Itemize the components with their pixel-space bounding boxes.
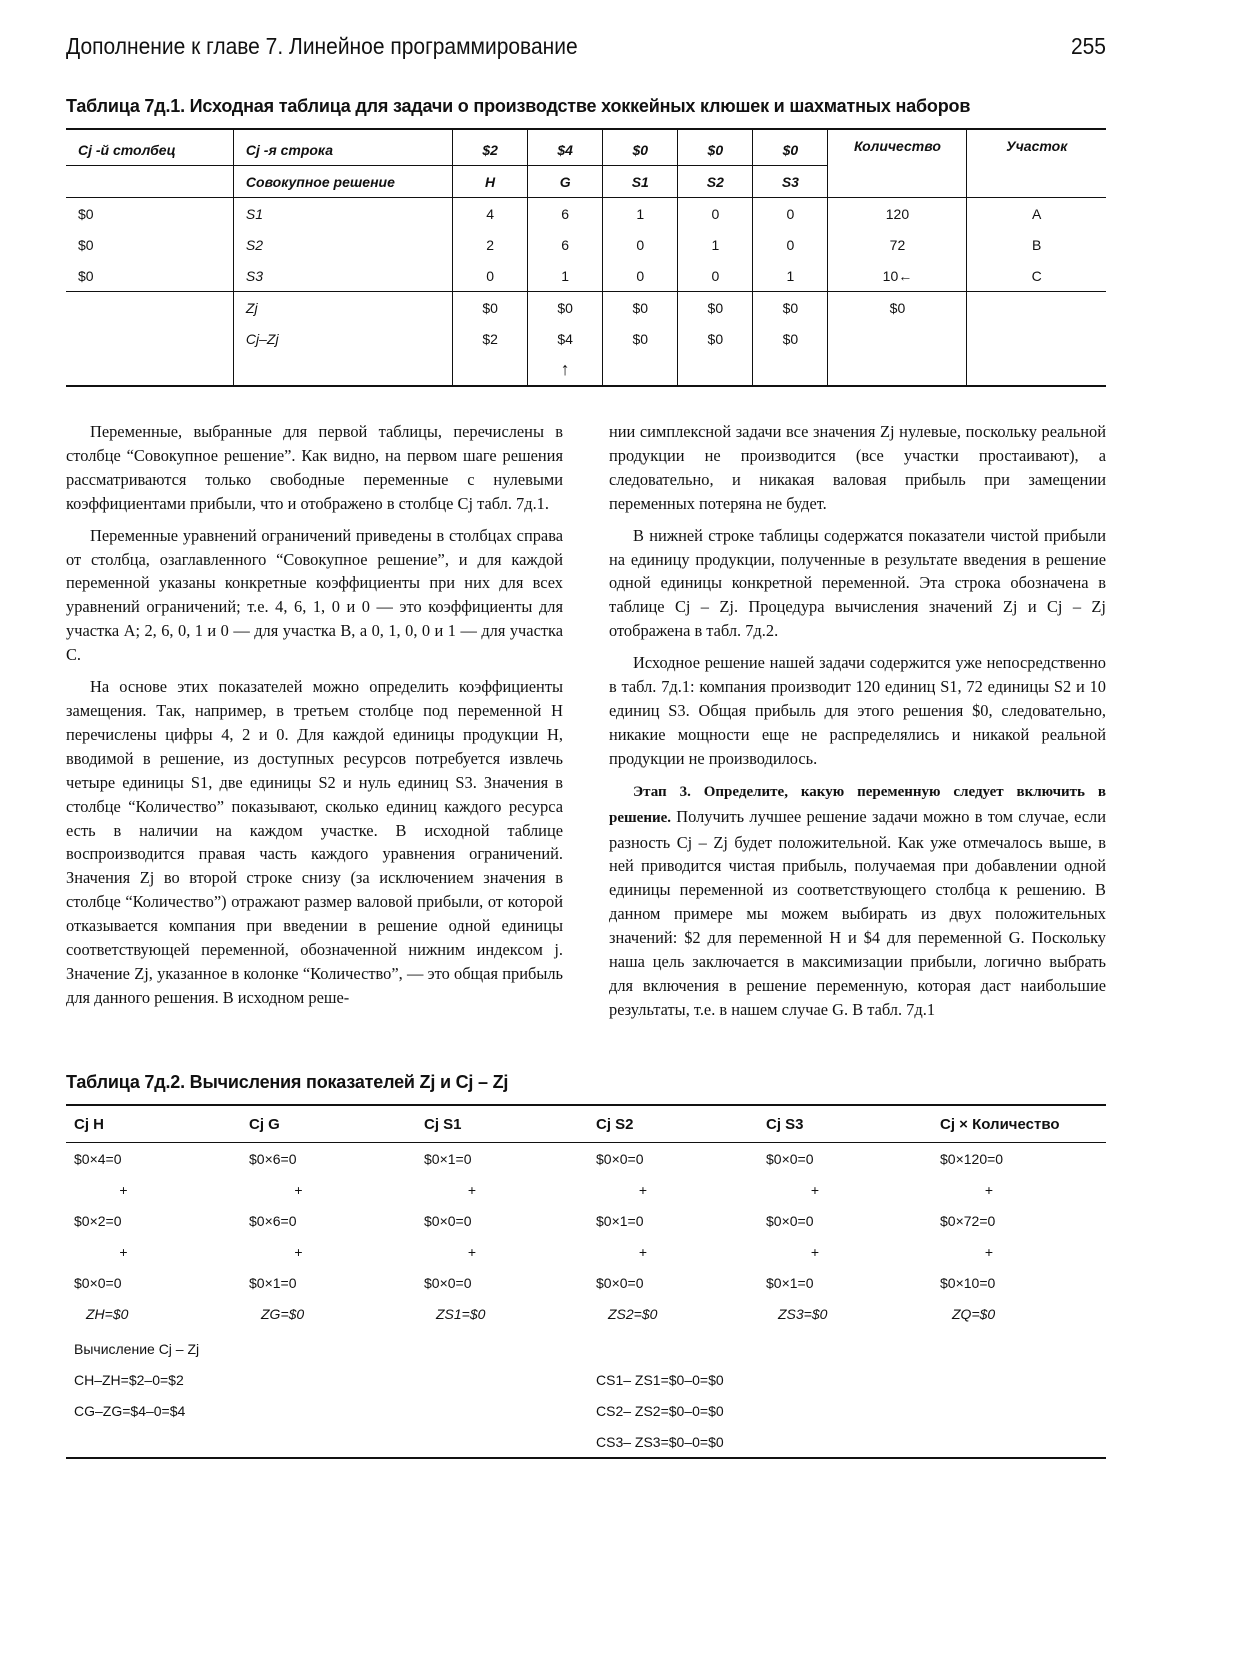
quantity-header: Количество bbox=[828, 129, 967, 198]
table-row bbox=[66, 1267, 1106, 1298]
col-header: Cj S2 bbox=[588, 1105, 758, 1143]
blank-cell bbox=[66, 1426, 588, 1458]
body-column-left bbox=[66, 420, 563, 1018]
plus-sign: + bbox=[119, 1243, 128, 1260]
cell: $0×10=0 bbox=[940, 1274, 996, 1291]
cj-zj-label: Cj–Zj bbox=[233, 323, 452, 354]
row-cj: $0 bbox=[66, 260, 233, 292]
cell: $0×0=0 bbox=[74, 1274, 122, 1291]
running-header bbox=[66, 35, 1106, 72]
table2-caption: Таблица 7д.2. Вычисления показателей Zj и Cj – Zj bbox=[66, 1072, 509, 1092]
total: ZH=$0 bbox=[86, 1305, 129, 1322]
cell: $0×1=0 bbox=[596, 1212, 644, 1229]
plus-sign: + bbox=[638, 1243, 648, 1260]
cj-zj-cell: $2 bbox=[453, 323, 528, 354]
calculation-label: Вычисление Cj – Zj bbox=[74, 1340, 200, 1357]
cell: $0×0=0 bbox=[596, 1274, 644, 1291]
plus-sign: + bbox=[467, 1181, 477, 1198]
var-s3: S3 bbox=[753, 166, 828, 198]
cell: 1 bbox=[528, 260, 603, 292]
cell: 1 bbox=[603, 198, 678, 230]
table-row bbox=[66, 229, 1106, 260]
step-text: Получить лучшее решение задачи можно в том случае, если разность Cj – Zj будет положительной. Как уже отмечалось выше, в ней приводится чистая прибыль, получаемая при добавлении одной единицы переменной из соответствующего столбца к решению. В данном примере мы можем выбирать из двух положительных значений: $2 для переменной H и $4 для переменной G. Поскольку наша цель заключается в максимизации прибыли, логично выбрать для включения в решение переменную, которая даст наибольшие результаты, т.е. в нашем случае G. В табл. 7д.1 bbox=[609, 806, 1106, 1019]
section-header: Участок bbox=[967, 129, 1106, 198]
col-header: Cj S3 bbox=[758, 1105, 932, 1143]
table-row bbox=[66, 260, 1106, 292]
zj-row bbox=[66, 292, 1106, 324]
pivot-column-arrow-icon: ↑ bbox=[528, 354, 603, 386]
total: ZQ=$0 bbox=[952, 1305, 996, 1322]
cell: 0 bbox=[603, 260, 678, 292]
step-heading: Этап 3. Определите, какую переменную следует включить в решение. bbox=[609, 783, 1106, 826]
cell: $0×1=0 bbox=[766, 1274, 814, 1291]
cj-zj-cell: $0 bbox=[678, 323, 753, 354]
zj-cell: $0 bbox=[678, 292, 753, 324]
plus-sign: + bbox=[984, 1181, 994, 1198]
row-section: A bbox=[1032, 205, 1042, 222]
cj-zj-cell: $4 bbox=[528, 323, 603, 354]
plus-sign: + bbox=[638, 1181, 648, 1198]
paragraph: Переменные, выбранные для первой таблицы, перечислены в столбце “Совокупное решение”. Как видно, на первом шаге решения рассматриваются только свободные переменные с нулевыми коэффициентами прибыли, что и отображено в столбце Cj табл. 7д.1. bbox=[66, 422, 563, 513]
blank-cell bbox=[66, 323, 233, 354]
blank-cell bbox=[603, 354, 678, 386]
cell: $0×6=0 bbox=[249, 1212, 297, 1229]
cell: 0 bbox=[753, 229, 828, 260]
blank-cell bbox=[828, 354, 967, 386]
calc-right: CS2– ZS2=$0–0=$0 bbox=[596, 1402, 724, 1419]
plus-sign: + bbox=[294, 1181, 303, 1198]
solution-header: Совокупное решение bbox=[233, 166, 452, 198]
blank-cell bbox=[678, 354, 753, 386]
body-column-right bbox=[609, 420, 1106, 1030]
price-s3: $0 bbox=[753, 129, 828, 166]
cell: 0 bbox=[753, 198, 828, 230]
blank-cell bbox=[967, 323, 1106, 354]
blank-cell bbox=[753, 354, 828, 386]
blank-cell bbox=[828, 323, 967, 354]
paragraph: На основе этих показателей можно определить коэффициенты замещения. Так, например, в третьем столбце под переменной H перечислены цифры 4, 2 и 0. Для каждой единицы продукции H, вводимой в решение, из доступных ресурсов потребуется извлечь четыре единицы S1, две единицы S2 и нуль единиц S3. Значения в столбце “Количество” показывают, сколько единиц каждого ресурса есть в наличии на каждом участке. В исходной таблице воспроизводится правая часть каждого уравнения ограничений. Значения Zj во второй строке снизу (за исключением значения в столбце “Количество”) отражают размер валовой прибыли, от которой отказывается компания при введении в решение одной единицы соответствующей переменной, обозначенной нижним индексом j. Значение Zj, указанное в колонке “Количество”, — это общая прибыль для данного решения. В исходном реше- bbox=[66, 677, 563, 1007]
row-quantity: 72 bbox=[828, 229, 967, 260]
calc-left: CG–ZG=$4–0=$4 bbox=[74, 1402, 186, 1419]
plus-sign: + bbox=[119, 1181, 128, 1198]
paragraph: Исходное решение нашей задачи содержится уже непосредственно в табл. 7д.1: компания производит 120 единиц S1, 72 единицы S2 и 10 единиц S3. Общая прибыль для этого решения $0, следовательно, никакие мощности еще не распределялись и никакой реальной продукции не производилось. bbox=[609, 653, 1106, 768]
zj-quantity: $0 bbox=[828, 292, 967, 324]
page-number: 255 bbox=[1070, 34, 1106, 60]
table-row bbox=[66, 1364, 1106, 1395]
cell: 0 bbox=[453, 260, 528, 292]
blank-cell bbox=[967, 354, 1106, 386]
paragraph bbox=[609, 779, 1106, 1022]
row-cj: $0 bbox=[66, 198, 233, 230]
var-s1: S1 bbox=[603, 166, 678, 198]
chapter-title: Дополнение к главе 7. Линейное программирование bbox=[66, 34, 578, 60]
cell: 1 bbox=[753, 260, 828, 292]
cell: $0×72=0 bbox=[940, 1212, 996, 1229]
paragraph: нии симплексной задачи все значения Zj нулевые, поскольку реальной продукции не производится (все участки простаивают), а следовательно, и никакая валовая прибыль при замещении переменных потеряна не будет. bbox=[609, 422, 1106, 513]
cj-row-header: Cj -я строка bbox=[233, 129, 452, 166]
col-header: Cj G bbox=[241, 1105, 416, 1143]
col-header: Cj H bbox=[66, 1105, 241, 1143]
table1-caption: Таблица 7д.1. Исходная таблица для задачи о производстве хоккейных клюшек и шахматных наборов bbox=[66, 96, 971, 116]
total: ZG=$0 bbox=[261, 1305, 305, 1322]
calc-right: CS3– ZS3=$0–0=$0 bbox=[596, 1433, 724, 1450]
cell: 0 bbox=[603, 229, 678, 260]
cell: $0×1=0 bbox=[249, 1274, 297, 1291]
plus-sign: + bbox=[810, 1181, 820, 1198]
row-name: S3 bbox=[233, 260, 452, 292]
cj-zj-cell: $0 bbox=[753, 323, 828, 354]
table-row bbox=[66, 1205, 1106, 1236]
zj-label: Zj bbox=[233, 292, 452, 324]
row-section: C bbox=[967, 260, 1106, 292]
cj-zj-row bbox=[66, 323, 1106, 354]
table-row bbox=[66, 1395, 1106, 1426]
cell: $0×0=0 bbox=[596, 1150, 644, 1167]
blank-cell bbox=[66, 292, 233, 324]
cell: 6 bbox=[528, 198, 603, 230]
plus-sign: + bbox=[984, 1243, 994, 1260]
cell: $0×0=0 bbox=[766, 1150, 814, 1167]
cell: $0×0=0 bbox=[424, 1274, 472, 1291]
cell: 0 bbox=[678, 198, 753, 230]
plus-sign: + bbox=[467, 1243, 477, 1260]
price-s1: $0 bbox=[603, 129, 678, 166]
var-g: G bbox=[528, 166, 603, 198]
table-row bbox=[66, 1143, 1106, 1175]
plus-row bbox=[66, 1236, 1106, 1267]
cj-column-header: Cj -й столбец bbox=[66, 129, 233, 166]
blank-cell bbox=[233, 354, 452, 386]
zj-cell: $0 bbox=[753, 292, 828, 324]
totals-row bbox=[66, 1298, 1106, 1329]
cell: $0×120=0 bbox=[940, 1150, 1004, 1167]
total: ZS3=$0 bbox=[778, 1305, 828, 1322]
plus-row bbox=[66, 1174, 1106, 1205]
cell: 6 bbox=[528, 229, 603, 260]
row-cj: $0 bbox=[66, 229, 233, 260]
table-row bbox=[66, 1426, 1106, 1458]
row-name: S1 bbox=[233, 198, 452, 230]
blank-cell bbox=[453, 354, 528, 386]
row-quantity: 10← bbox=[828, 260, 967, 292]
total: ZS1=$0 bbox=[436, 1305, 486, 1322]
paragraph: Переменные уравнений ограничений приведены в столбцах справа от столбца, озаглавленного “Совокупное решение”, и для каждой переменной указаны конкретные коэффициенты при них для всех уравнений ограничений; т.е. 4, 6, 1, 0 и 0 — это коэффициенты для участка A; 2, 6, 0, 1 и 0 — для участка B, а 0, 1, 0, 0 и 1 — для участка C. bbox=[66, 525, 563, 665]
cell: 0 bbox=[678, 260, 753, 292]
calc-left: CH–ZH=$2–0=$2 bbox=[74, 1371, 184, 1388]
var-h: H bbox=[453, 166, 528, 198]
cell: $0×1=0 bbox=[424, 1150, 472, 1167]
total: ZS2=$0 bbox=[608, 1305, 658, 1322]
cell: $0×4=0 bbox=[74, 1150, 122, 1167]
price-g: $4 bbox=[528, 129, 603, 166]
var-s2: S2 bbox=[678, 166, 753, 198]
col-header: Cj × Количество bbox=[932, 1105, 1106, 1143]
cell: $0×0=0 bbox=[766, 1212, 814, 1229]
cj-zj-cell: $0 bbox=[603, 323, 678, 354]
cell: $0×2=0 bbox=[74, 1212, 122, 1229]
blank-cell bbox=[66, 354, 233, 386]
zj-cell: $0 bbox=[603, 292, 678, 324]
price-h: $2 bbox=[453, 129, 528, 166]
row-quantity: 120 bbox=[828, 198, 967, 230]
initial-simplex-table bbox=[66, 128, 1106, 387]
cell: 1 bbox=[678, 229, 753, 260]
plus-sign: + bbox=[810, 1243, 820, 1260]
price-s2: $0 bbox=[678, 129, 753, 166]
col-header: Cj S1 bbox=[416, 1105, 588, 1143]
blank-cell bbox=[66, 166, 233, 198]
calc-right: CS1– ZS1=$0–0=$0 bbox=[596, 1371, 724, 1388]
plus-sign: + bbox=[294, 1243, 303, 1260]
row-section: B bbox=[1032, 236, 1042, 253]
blank-cell bbox=[967, 292, 1106, 324]
zj-calculation-table bbox=[66, 1104, 1106, 1459]
row-name: S2 bbox=[233, 229, 452, 260]
zj-cell: $0 bbox=[453, 292, 528, 324]
cell: 2 bbox=[453, 229, 528, 260]
cell: $0×6=0 bbox=[249, 1150, 297, 1167]
table-row bbox=[66, 198, 1106, 230]
paragraph: В нижней строке таблицы содержатся показатели чистой прибыли на единицу продукции, полученные в результате введения в решение одной единицы конкретной переменной. Эта строка обозначена в таблице Cj – Zj. Процедура вычисления значений Zj и Cj – Zj отображена в табл. 7д.2. bbox=[609, 525, 1106, 641]
zj-cell: $0 bbox=[528, 292, 603, 324]
cell: 4 bbox=[453, 198, 528, 230]
cell: $0×0=0 bbox=[424, 1212, 472, 1229]
